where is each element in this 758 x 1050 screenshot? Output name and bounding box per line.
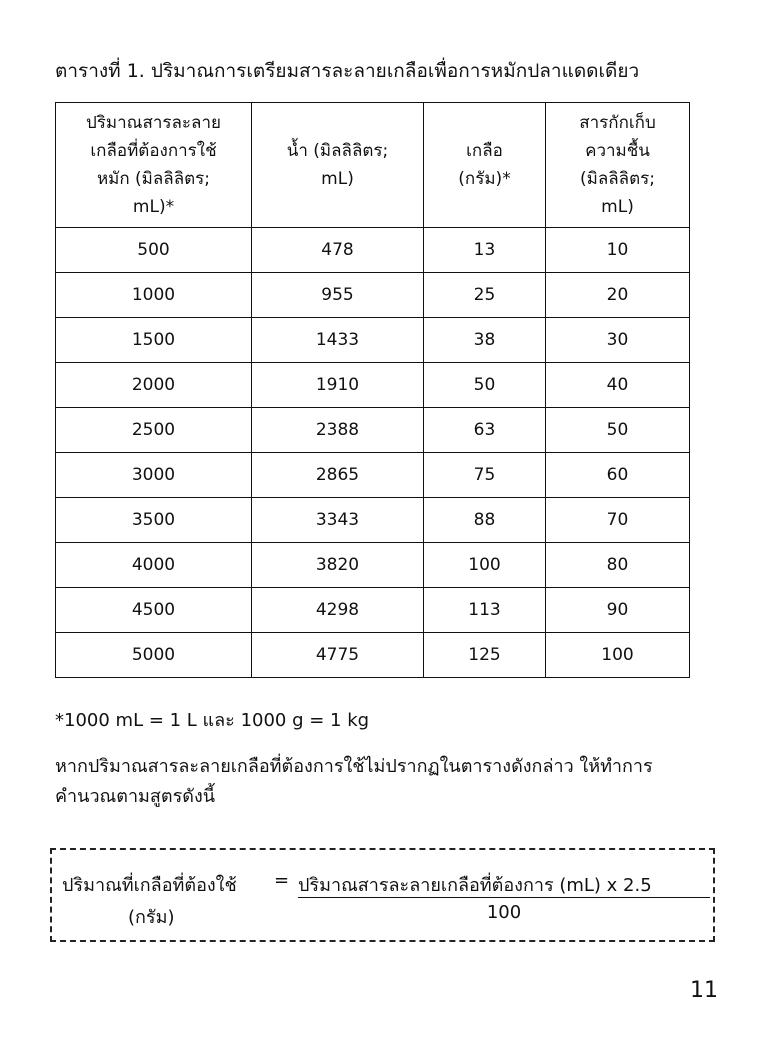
table-caption: ตารางที่ 1. ปริมาณการเตรียมสารละลายเกลือเพื่อการหมักปลาแดดเดียว xyxy=(55,60,640,82)
cell-water: 2865 xyxy=(252,453,424,498)
formula-box xyxy=(50,848,715,942)
cell-solution-volume: 2000 xyxy=(56,363,252,408)
table-row xyxy=(56,228,690,273)
formula-left-unit: (กรัม) xyxy=(128,907,175,928)
header-water xyxy=(252,103,424,228)
cell-water: 1433 xyxy=(252,318,424,363)
header-line: mL)* xyxy=(132,197,175,217)
cell-solution-volume: 500 xyxy=(56,228,252,273)
cell-solution-volume: 1500 xyxy=(56,318,252,363)
cell-humectant: 10 xyxy=(546,228,690,273)
cell-solution-volume: 4000 xyxy=(56,543,252,588)
formula-denominator: 100 xyxy=(486,902,522,923)
cell-humectant: 90 xyxy=(546,588,690,633)
cell-solution-volume: 4500 xyxy=(56,588,252,633)
header-line: mL) xyxy=(321,169,354,189)
cell-water: 1910 xyxy=(252,363,424,408)
instruction-paragraph: หากปริมาณสารละลายเกลือที่ต้องการใช้ไม่ปรากฏในตารางดังกล่าว ให้ทำการคำนวณตามสูตรดังนี้ xyxy=(55,756,653,807)
header-salt xyxy=(424,103,546,228)
table-header-row xyxy=(56,103,690,228)
header-line: (มิลลิลิตร; xyxy=(580,169,655,189)
cell-humectant: 100 xyxy=(546,633,690,678)
formula-left-term: ปริมาณที่เกลือที่ต้องใช้ xyxy=(62,875,237,896)
cell-salt: 25 xyxy=(424,273,546,318)
cell-humectant: 40 xyxy=(546,363,690,408)
unit-footnote: *1000 mL = 1 L และ 1000 g = 1 kg xyxy=(55,710,370,731)
cell-salt: 50 xyxy=(424,363,546,408)
header-line: (กรัม)* xyxy=(458,169,511,189)
header-line: เกลือที่ต้องการใช้ xyxy=(90,141,217,161)
cell-salt: 113 xyxy=(424,588,546,633)
header-solution-volume xyxy=(56,103,252,228)
header-line: น้ำ (มิลลิลิตร; xyxy=(286,141,389,161)
table-row xyxy=(56,588,690,633)
salt-solution-table xyxy=(55,102,690,678)
cell-water: 478 xyxy=(252,228,424,273)
fraction-bar xyxy=(298,897,710,898)
formula-numerator: ปริมาณสารละลายเกลือที่ต้องการ (mL) x 2.5 xyxy=(298,875,652,896)
header-line: ความชื้น xyxy=(585,141,650,161)
header-line: หมัก (มิลลิลิตร; xyxy=(96,169,211,189)
cell-salt: 75 xyxy=(424,453,546,498)
cell-water: 955 xyxy=(252,273,424,318)
cell-salt: 63 xyxy=(424,408,546,453)
table-row xyxy=(56,363,690,408)
header-line: เกลือ xyxy=(466,141,503,161)
cell-salt: 100 xyxy=(424,543,546,588)
cell-water: 2388 xyxy=(252,408,424,453)
cell-humectant: 70 xyxy=(546,498,690,543)
formula-equals-sign: = xyxy=(274,870,290,891)
table-row xyxy=(56,498,690,543)
cell-water: 4298 xyxy=(252,588,424,633)
cell-solution-volume: 3000 xyxy=(56,453,252,498)
cell-solution-volume: 2500 xyxy=(56,408,252,453)
table-row xyxy=(56,453,690,498)
cell-solution-volume: 1000 xyxy=(56,273,252,318)
cell-water: 4775 xyxy=(252,633,424,678)
cell-salt: 38 xyxy=(424,318,546,363)
cell-salt: 13 xyxy=(424,228,546,273)
table-row xyxy=(56,318,690,363)
page-number: 11 xyxy=(690,978,718,1003)
table-row xyxy=(56,543,690,588)
header-line: mL) xyxy=(601,197,634,217)
cell-humectant: 20 xyxy=(546,273,690,318)
cell-humectant: 50 xyxy=(546,408,690,453)
cell-solution-volume: 5000 xyxy=(56,633,252,678)
cell-water: 3343 xyxy=(252,498,424,543)
cell-water: 3820 xyxy=(252,543,424,588)
header-line: ปริมาณสารละลาย xyxy=(86,113,221,133)
cell-humectant: 30 xyxy=(546,318,690,363)
cell-solution-volume: 3500 xyxy=(56,498,252,543)
header-line: สารกักเก็บ xyxy=(579,113,656,133)
table-row xyxy=(56,633,690,678)
table-row xyxy=(56,273,690,318)
cell-salt: 125 xyxy=(424,633,546,678)
table-row xyxy=(56,408,690,453)
cell-humectant: 80 xyxy=(546,543,690,588)
header-humectant xyxy=(546,103,690,228)
cell-salt: 88 xyxy=(424,498,546,543)
cell-humectant: 60 xyxy=(546,453,690,498)
